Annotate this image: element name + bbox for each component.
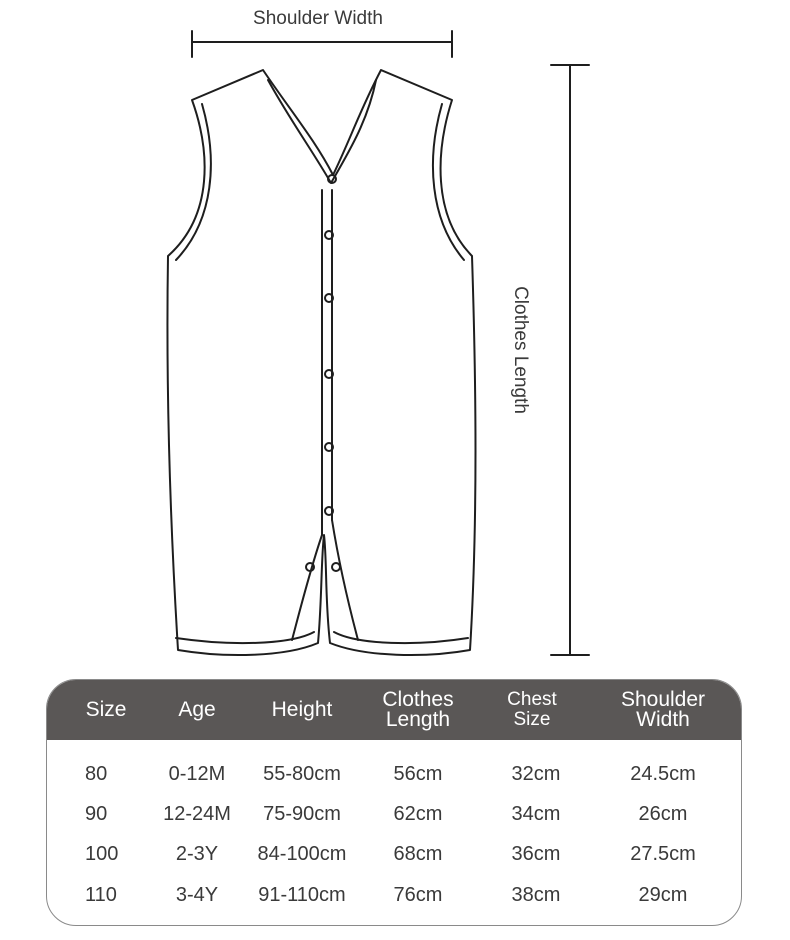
cell-size: 100	[85, 842, 119, 865]
cell-clothes-length: 68cm	[393, 842, 443, 865]
cell-age: 3-4Y	[175, 883, 219, 906]
table-row	[47, 795, 741, 833]
right-slit-binding	[332, 520, 358, 640]
header-chest-size: Chest Size	[507, 689, 557, 730]
header-clothes-length: Clothes Length	[382, 688, 454, 731]
cell-clothes-length: 62cm	[393, 802, 443, 825]
header-shoulder-width: Shoulder Width	[620, 688, 706, 731]
right-armhole-binding	[433, 104, 464, 260]
cell-clothes-length: 76cm	[393, 883, 443, 906]
cell-age: 2-3Y	[175, 842, 219, 865]
clothes-length-label: Clothes Length	[510, 286, 531, 414]
neckline-binding	[268, 80, 376, 183]
table-row	[47, 876, 741, 914]
shoulder-width-label: Shoulder Width	[253, 8, 383, 29]
cell-chest-size: 32cm	[511, 762, 561, 785]
cell-height: 84-100cm	[257, 842, 347, 865]
size-chart-table	[46, 679, 742, 926]
cell-size: 110	[85, 883, 117, 906]
cell-shoulder-width: 29cm	[638, 883, 688, 906]
cell-height: 55-80cm	[263, 762, 341, 785]
cell-shoulder-width: 27.5cm	[630, 842, 696, 865]
header-height: Height	[271, 698, 333, 721]
cell-height: 75-90cm	[263, 802, 341, 825]
table-header	[47, 680, 741, 740]
left-slit-binding	[292, 535, 322, 640]
snap-button	[332, 563, 340, 571]
cell-size: 80	[85, 762, 108, 785]
cell-age: 0-12M	[168, 762, 226, 785]
left-armhole-binding	[176, 104, 211, 260]
cell-clothes-length: 56cm	[393, 762, 443, 785]
cell-height: 91-110cm	[258, 883, 346, 906]
cell-chest-size: 36cm	[511, 842, 561, 865]
cell-age: 12-24M	[163, 802, 231, 825]
shoulder-width-dimension-line	[192, 31, 452, 57]
cell-size: 90	[85, 802, 108, 825]
header-size: Size	[85, 698, 127, 721]
table-row	[47, 755, 741, 793]
right-hem-binding	[334, 632, 468, 643]
clothes-length-dimension-line	[551, 65, 589, 655]
cell-shoulder-width: 26cm	[638, 802, 688, 825]
table-row	[47, 835, 741, 873]
cell-shoulder-width: 24.5cm	[630, 762, 696, 785]
cell-chest-size: 34cm	[511, 802, 561, 825]
cell-chest-size: 38cm	[511, 883, 561, 906]
header-age: Age	[178, 698, 216, 721]
